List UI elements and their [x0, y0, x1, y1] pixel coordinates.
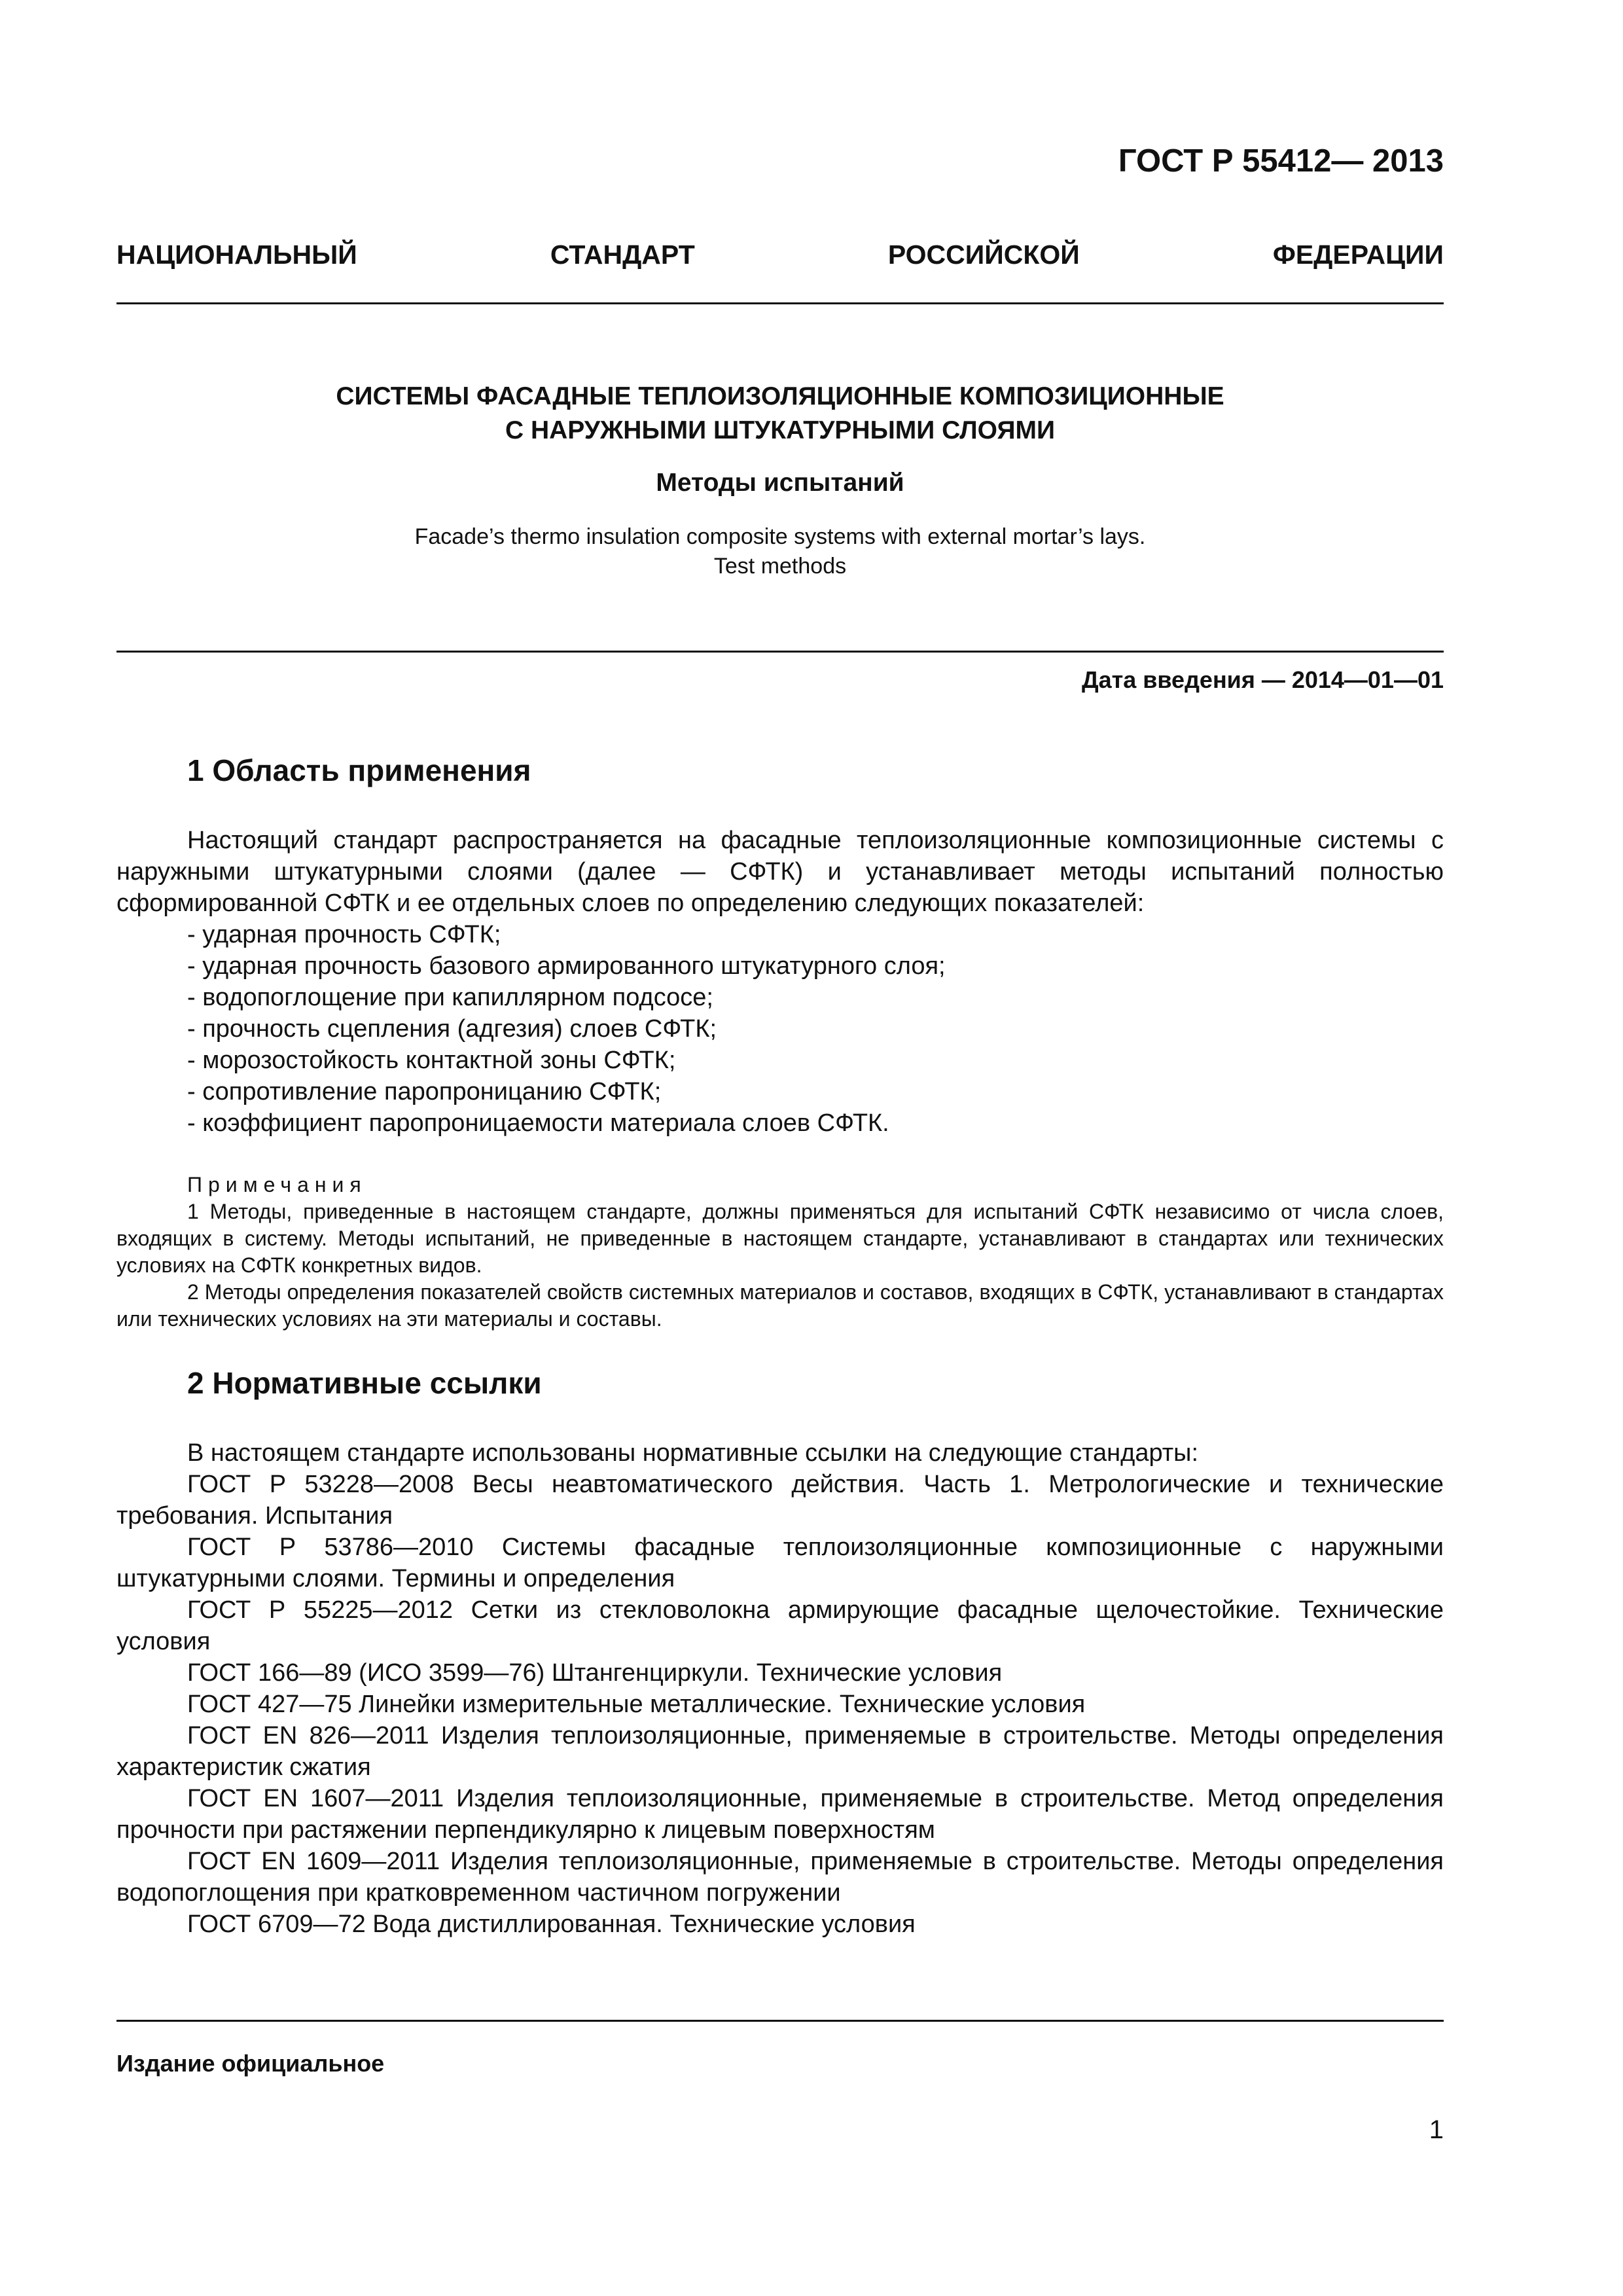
document-title: [116, 380, 1444, 448]
list-item: - водопоглощение при капиллярном подсосе;: [187, 984, 713, 1011]
page-number: 1: [1429, 2115, 1444, 2144]
reference-item: ГОСТ 166—89 (ИСО 3599—76) Штангенциркули. Технические условия: [187, 1659, 1003, 1687]
list-item: - сопротивление паропроницанию СФТК;: [187, 1078, 662, 1105]
note-item: 1 Методы, приведенные в настоящем стандарте, должны применяться для испытаний СФТК независимо от числа слоев, входящих в систему. Методы испытаний, не приведенные в настоящем стандарте, устанавливают в стандартах или технических условиях на СФТК конкретных видов.: [116, 1200, 1444, 1277]
reference-item: ГОСТ EN 1609—2011 Изделия теплоизоляционные, применяемые в строительстве. Методы определения водопоглощения при кратковременном частичном погружении: [116, 1848, 1444, 1907]
official-edition-label: Издание официальное: [116, 2050, 385, 2077]
reference-item: ГОСТ Р 55225—2012 Сетки из стекловолокна армирующие фасадные щелочестойкие. Технические условия: [116, 1596, 1444, 1655]
reference-item: ГОСТ EN 1607—2011 Изделия теплоизоляционные, применяемые в строительстве. Метод определения прочности при растяжении перпендикулярно к лицевым поверхностям: [116, 1785, 1444, 1844]
title-line: СИСТЕМЫ ФАСАДНЫЕ ТЕПЛОИЗОЛЯЦИОННЫЕ КОМПОЗИЦИОННЫЕ: [336, 382, 1224, 410]
title-divider: [116, 651, 1444, 653]
list-item: - прочность сцепления (адгезия) слоев СФТК;: [187, 1015, 717, 1043]
list-item: - ударная прочность СФТК;: [187, 921, 501, 948]
banner-word: РОССИЙСКОЙ: [887, 240, 1080, 270]
banner-word: СТАНДАРТ: [550, 240, 695, 270]
section-2-body: [116, 1437, 1444, 1940]
header-divider: [116, 302, 1444, 304]
section-1-heading: 1 Область применения: [187, 753, 531, 787]
reference-item: ГОСТ EN 826—2011 Изделия теплоизоляционные, применяемые в строительстве. Методы определения характеристик сжатия: [116, 1722, 1444, 1781]
banner-word: ФЕДЕРАЦИИ: [1272, 240, 1444, 270]
footer-divider: [116, 2020, 1444, 2022]
notes-block: [116, 1172, 1444, 1333]
notes-label: Примечания: [187, 1173, 367, 1196]
english-title: [116, 522, 1444, 581]
list-item: - коэффициент паропроницаемости материала слоев СФТК.: [187, 1109, 889, 1137]
english-title-line: Facade’s thermo insulation composite systems with external mortar’s lays.: [414, 524, 1146, 549]
indicator-list: [116, 919, 1444, 1139]
scope-paragraph: Настоящий стандарт распространяется на фасадные теплоизоляционные композиционные системы с наружными штукатурными слоями (далее — СФТК) и устанавливает методы испытаний полностью сформированной СФТК и ее отдельных слоев по определению следующих показателей:: [116, 827, 1444, 917]
reference-item: ГОСТ 427—75 Линейки измерительные металлические. Технические условия: [187, 1691, 1086, 1718]
banner-word: НАЦИОНАЛЬНЫЙ: [116, 240, 357, 270]
reference-item: ГОСТ 6709—72 Вода дистиллированная. Технические условия: [187, 1910, 916, 1938]
note-item: 2 Методы определения показателей свойств системных материалов и составов, входящих в СФТК, устанавливают в стандартах или технических условиях на эти материалы и составы.: [116, 1280, 1444, 1331]
introduction-date: Дата введения — 2014—01—01: [1081, 666, 1444, 693]
national-standard-banner: [116, 240, 1444, 270]
document-subtitle: Методы испытаний: [656, 469, 904, 497]
list-item: - ударная прочность базового армированного штукатурного слоя;: [187, 952, 946, 980]
references-intro: В настоящем стандарте использованы нормативные ссылки на следующие стандарты:: [187, 1439, 1199, 1467]
section-2-heading: 2 Нормативные ссылки: [187, 1366, 542, 1400]
reference-item: ГОСТ Р 53786—2010 Системы фасадные теплоизоляционные композиционные с наружными штукатурными слоями. Термины и определения: [116, 1534, 1444, 1592]
reference-item: ГОСТ Р 53228—2008 Весы неавтоматического действия. Часть 1. Метрологические и технические требования. Испытания: [116, 1471, 1444, 1530]
list-item: - морозостойкость контактной зоны СФТК;: [187, 1047, 676, 1074]
standard-number: ГОСТ Р 55412— 2013: [1118, 143, 1444, 179]
english-title-line: Test methods: [713, 554, 847, 579]
section-1-body: [116, 825, 1444, 1139]
title-line: С НАРУЖНЫМИ ШТУКАТУРНЫМИ СЛОЯМИ: [505, 416, 1056, 444]
